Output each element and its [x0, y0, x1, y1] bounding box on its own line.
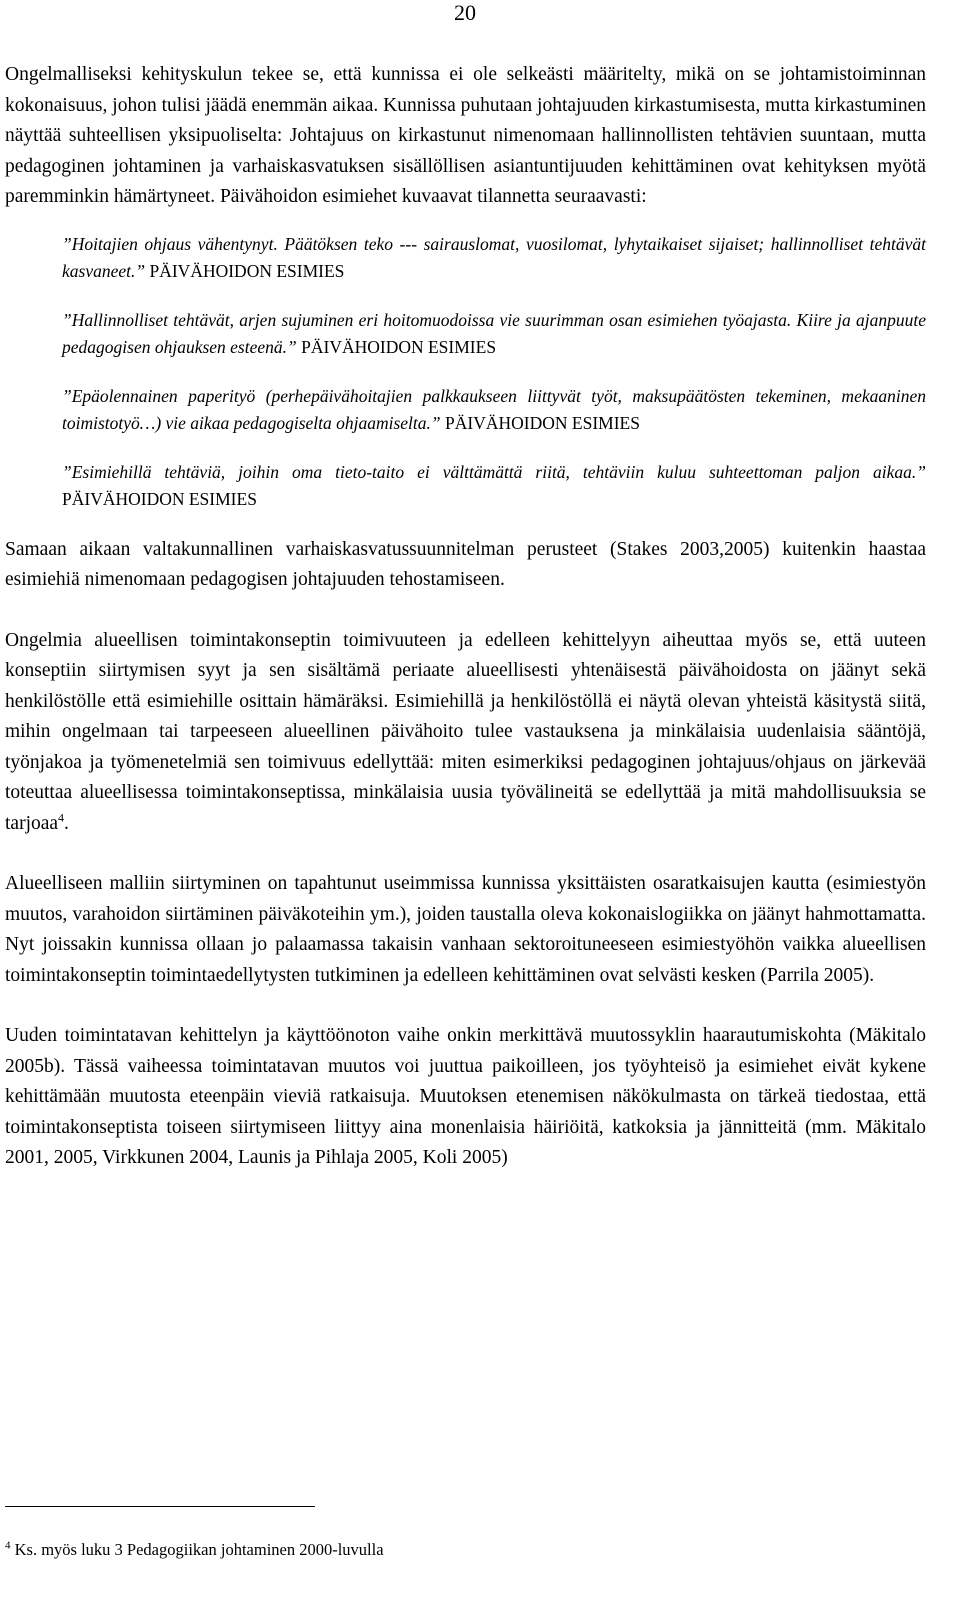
paragraph-3	[5, 626, 926, 840]
quote-text: ”Esimiehillä tehtäviä, joihin oma tieto-taito ei välttämättä riitä, tehtäviin kuluu suhteettoman paljon aikaa.”	[62, 461, 926, 482]
page-number: 20	[454, 0, 476, 25]
quote-4	[62, 459, 926, 513]
footnote-reference: 4	[58, 810, 65, 824]
paragraph-5: Uuden toimintatavan kehittelyn ja käyttöönoton vaihe onkin merkittävä muutossyklin haarautumiskohta (Mäkitalo 2005b). Tässä vaiheessa toimintatavan muutos voi juuttua paikoilleen, jos työyhteisö ja esimiehet eivät kykene kehittämään muutosta eteenpäin vieviä ratkaisuja. Muutoksen etenemisen näkökulmasta on tärkeä tiedostaa, että toimintakonseptista toiseen siirtymiseen liittyy aina monenlaisia häiriöitä, katkoksia ja jännitteitä (mm. Mäkitalo 2001, 2005, Virkkunen 2004, Launis ja Pihlaja 2005, Koli 2005)	[5, 1025, 926, 1168]
quote-source: PÄIVÄHOIDON ESIMIES	[145, 260, 345, 281]
paragraph-3-text: Ongelmia alueellisen toimintakonseptin toimivuuteen ja edelleen kehittelyyn aiheuttaa myös se, että uuteen konseptiin siirtymisen syyt ja sen sisältämä periaate alueellisesti yhtenäisestä päivähoidosta on jäänyt sekä henkilöstölle että esimiehille osittain hämäräksi. Esimiehillä ja henkilöstöllä ei näytä olevan yhteistä käsitystä siitä, mihin ongelmaan tai tarpeeseen alueellinen päivähoito tulee vastauksena ja minkälaisia uudenlaisia sääntöjä, työnjakoa ja työmenetelmiä sen toimivuus edellyttää: miten esimerkiksi pedagoginen johtajuus/ohjaus on järkevää toteuttaa alueellisessa toimintakonseptissa, minkälaisia uusia työvälineitä se edellyttää ja mitä mahdollisuuksia se tarjoaa	[5, 629, 926, 834]
quote-1	[62, 231, 926, 285]
body-text	[5, 60, 926, 1174]
quote-source: PÄIVÄHOIDON ESIMIES	[62, 488, 257, 509]
paragraph-2: Samaan aikaan valtakunnallinen varhaiskasvatussuunnitelman perusteet (Stakes 2003,2005) kuitenkin haastaa esimiehiä nimenomaan pedagogisen johtajuuden tehostamiseen.	[5, 538, 926, 590]
paragraph-3-end: .	[64, 812, 69, 834]
quote-text: ”Hallinnolliset tehtävät, arjen sujuminen eri hoitomuodoissa vie suurimman osan esimiehen työajasta. Kiire ja ajanpuute pedagogisen ohjauksen esteenä.”	[62, 309, 926, 357]
paragraph-1: Ongelmalliseksi kehityskulun tekee se, että kunnissa ei ole selkeästi määritelty, mikä on se johtamistoiminnan kokonaisuus, johon tulisi jäädä enemmän aikaa. Kunnissa puhutaan johtajuuden kirkastumisesta, mutta kirkastuminen näyttää suhteellisen yksipuoliselta: Johtajuus on kirkastunut nimenomaan hallinnollisten tehtävien suuntaan, mutta pedagoginen johtaminen ja varhaiskasvatuksen sisällöllisen asiantuntijuuden kehittäminen ovat kehityksen myötä paremminkin hämärtyneet. Päivähoidon esimiehet kuvaavat tilannetta seuraavasti:	[5, 64, 926, 207]
quote-2	[62, 307, 926, 361]
footnote	[5, 1538, 384, 1562]
quote-3	[62, 383, 926, 437]
quote-text: ”Epäolennainen paperityö (perhepäivähoitajien palkkaukseen liittyvät työt, maksupäätösten tekeminen, mekaaninen toimistotyö…) vie aikaa pedagogiselta ohjaamiselta.”	[62, 385, 926, 433]
quote-text: ”Hoitajien ohjaus vähentynyt. Päätöksen teko --- sairauslomat, vuosilomat, lyhytaikaiset sijaiset; hallinnolliset tehtävät kasvaneet.”	[62, 233, 926, 281]
footnote-divider	[5, 1506, 315, 1507]
footnote-number: 4	[5, 1539, 11, 1552]
footnote-text: Ks. myös luku 3 Pedagogiikan johtaminen 2000-luvulla	[10, 1540, 384, 1559]
quote-source: PÄIVÄHOIDON ESIMIES	[440, 412, 640, 433]
quote-source: PÄIVÄHOIDON ESIMIES	[296, 336, 497, 357]
paragraph-4: Alueelliseen malliin siirtyminen on tapahtunut useimmissa kunnissa yksittäisten osaratkaisujen kautta (esimiestyön muutos, varahoidon siirtäminen päiväkoteihin ym.), joiden taustalla oleva kokonaislogiikka on jäänyt hahmottamatta. Nyt joissakin kunnissa ollaan jo palaamassa takaisin vanhaan sektoroituneeseen esimiestyöhön vaikka alueellisen toimintakonseptin toimintaedellytysten tutkiminen ja edelleen kehittäminen ovat selvästi kesken (Parrila 2005).	[5, 873, 926, 986]
